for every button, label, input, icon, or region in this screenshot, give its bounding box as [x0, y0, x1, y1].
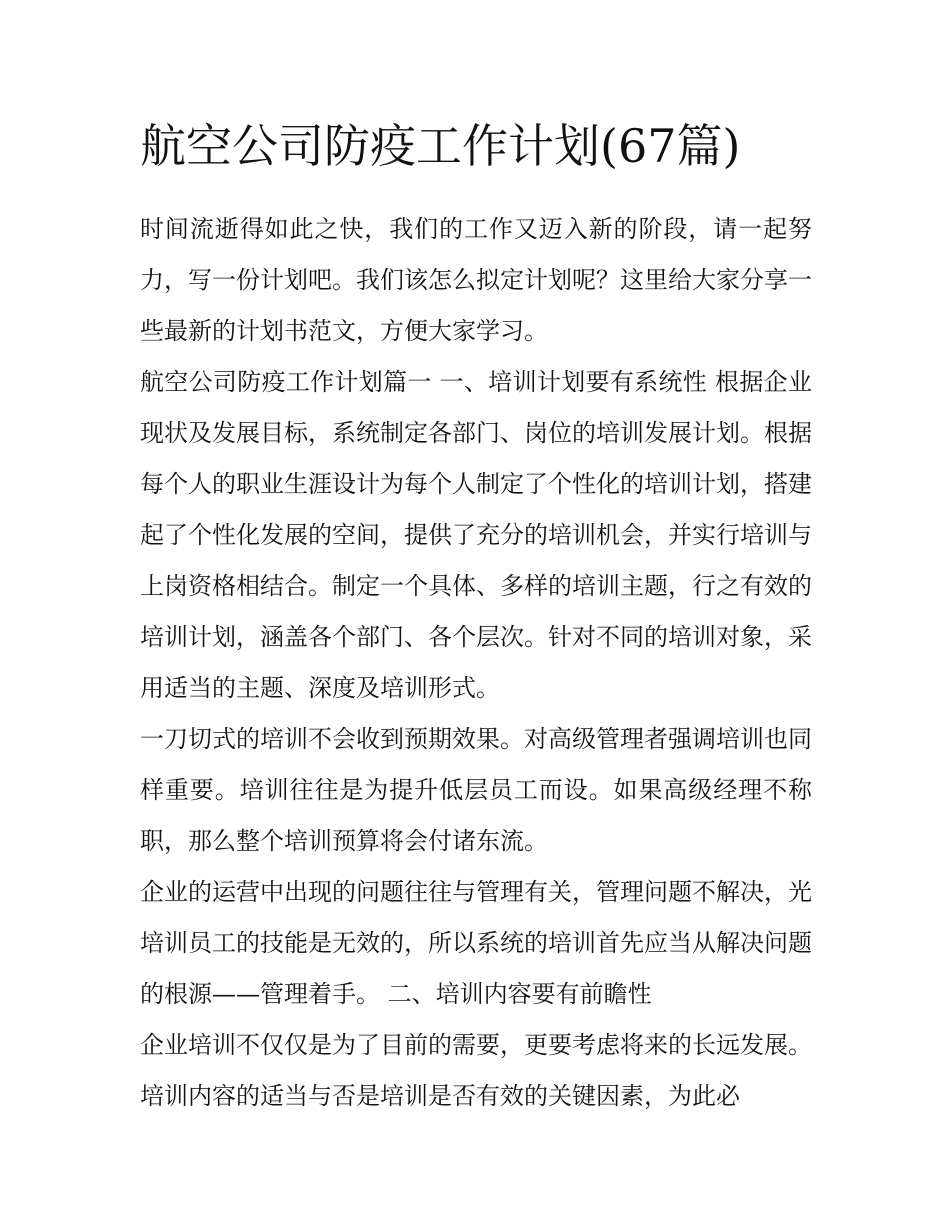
- paragraph-long-term-development: 企业培训不仅仅是为了目前的需要，更要考虑将来的长远发展。培训内容的适当与否是培训是否有效的关键因素，为此必: [140, 1031, 812, 1110]
- paragraph-training-expectation: 一刀切式的培训不会收到预期效果。对高级管理者强调培训也同样重要。培训往往是为提升低层员工而设。如果高级经理不称职，那么整个培训预算将会付诸东流。: [140, 725, 812, 855]
- paragraph-management-issues: 企业的运营中出现的问题往往与管理有关，管理问题不解决，光培训员工的技能是无效的，所以系统的培训首先应当从解决问题的根源——管理着手。 二、培训内容要有前瞻性: [140, 878, 812, 1008]
- document-title: 航空公司防疫工作计划(67篇): [140, 119, 741, 173]
- paragraph-section-one: 航空公司防疫工作计划篇一 一、培训计划要有系统性 根据企业现状及发展目标，系统制定各部门、岗位的培训发展计划。根据每个人的职业生涯设计为每个人制定了个性化的培训计划，搭建起了个性化发展的空间，提供了充分的培训机会，并实行培训与上岗资格相结合。制定一个具体、多样的培训主题，行之有效的培训计划，涵盖各个部门、各个层次。针对不同的培训对象，采用适当的主题、深度及培训形式。: [140, 368, 812, 702]
- paragraph-intro: 时间流逝得如此之快，我们的工作又迈入新的阶段，请一起努力，写一份计划吧。我们该怎么拟定计划呢？这里给大家分享一些最新的计划书范文，方便大家学习。: [140, 215, 812, 345]
- document-page: [140, 108, 812, 1122]
